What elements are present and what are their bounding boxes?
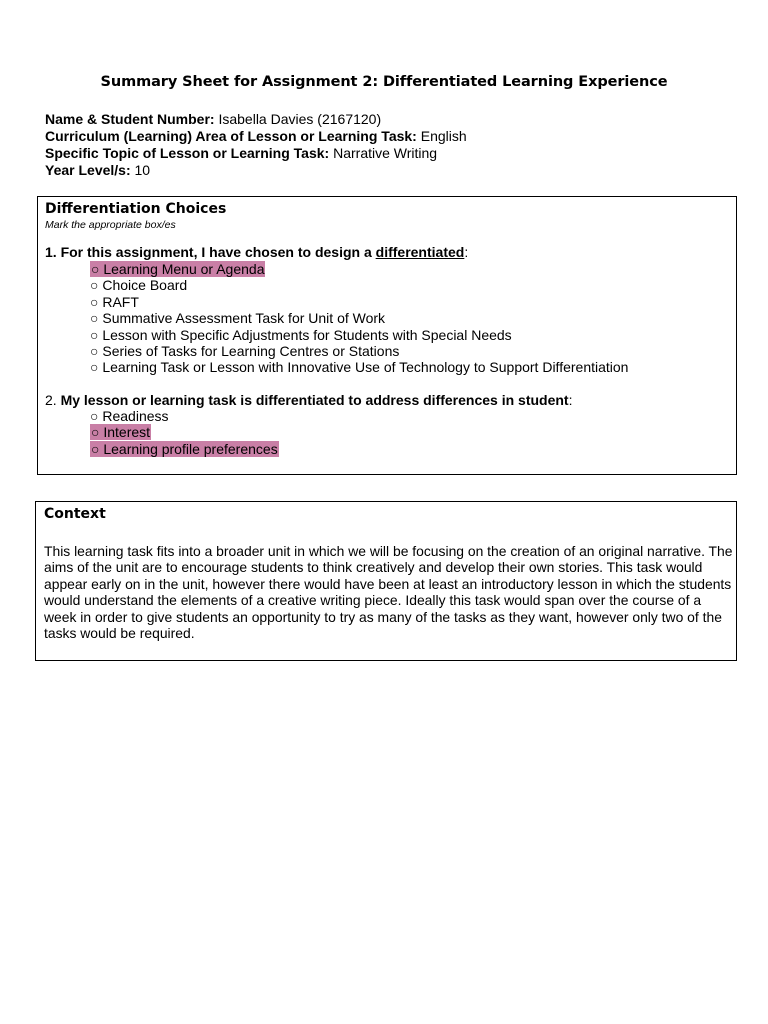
option-label [90,294,139,310]
design-type-option[interactable] [90,310,628,326]
context-line: week in order to give students an opportunity to try as many of the tasks as they want, however only two of the [44,608,722,625]
radio-circle-icon: ○ [91,424,104,441]
option-label [90,343,399,359]
option-text: Learning Task or Lesson with Innovative Use of Technology to Support Differentiation [102,359,629,376]
student-difference-option[interactable] [90,441,279,457]
student-details [45,111,467,179]
context-paragraph [44,543,734,641]
option-label [90,310,385,326]
q2-suffix: : [568,392,573,408]
q1-emphasis: differentiated [375,244,465,260]
radio-circle-icon: ○ [90,310,103,327]
year-label: Year Level/s: [45,162,131,178]
student-difference-option[interactable] [90,424,279,440]
question-2 [45,392,572,408]
radio-circle-icon: ○ [91,440,104,457]
option-text: Learning Menu or Agenda [103,261,265,277]
q2-number: 2. [45,392,61,408]
option-label [90,424,151,440]
context-line: This learning task fits into a broader unit in which we will be focusing on the creation of an original narrative. The [44,543,733,559]
option-label [90,261,265,277]
option-text: Series of Tasks for Learning Centres or Stations [102,343,400,360]
radio-circle-icon: ○ [90,277,103,294]
instruction-note: Mark the appropriate box/es [45,219,176,231]
radio-circle-icon: ○ [90,293,103,310]
design-type-option[interactable] [90,343,628,359]
topic-value: Narrative Writing [329,145,438,161]
differentiation-heading: Differentiation Choices [45,201,227,217]
context-line: tasks would be required. [44,625,195,642]
q2-text: My lesson or learning task is differentiated to address differences in student [60,392,569,408]
design-type-option[interactable] [90,261,628,277]
q1-suffix: : [464,244,469,260]
radio-circle-icon: ○ [90,359,103,376]
area-value: English [416,128,467,144]
option-text: Interest [103,424,151,441]
radio-circle-icon: ○ [90,408,103,424]
name-row [45,111,467,128]
name-value: Isabella Davies (2167120) [214,111,382,127]
option-text: Choice Board [102,277,188,294]
differentiation-choices-box [37,196,737,475]
design-type-option[interactable] [90,359,628,375]
option-text: RAFT [102,293,139,310]
option-label [90,359,628,375]
area-row [45,128,467,145]
q1-options [90,261,628,376]
topic-label: Specific Topic of Lesson or Learning Task: [45,145,330,161]
radio-circle-icon: ○ [90,343,103,360]
student-difference-option[interactable] [90,408,279,424]
question-1 [45,244,468,260]
radio-circle-icon: ○ [91,261,104,277]
context-box [35,501,737,661]
context-line: would understand the elements of a creative writing piece. Ideally this task would span over the course of a [44,592,702,609]
option-label [90,277,187,293]
context-line: appear early on in the unit, however there would have been at least an introductory lesson in which the students [44,575,732,592]
option-text: Summative Assessment Task for Unit of Work [102,310,386,327]
q1-prefix: 1. For this assignment, I have chosen to design a [45,244,376,260]
context-line: aims of the unit are to encourage students to think creatively and develop their own stories. This task would [44,559,703,576]
option-label [90,408,169,424]
topic-row [45,145,467,162]
design-type-option[interactable] [90,277,628,293]
option-text: Readiness [102,408,169,424]
radio-circle-icon: ○ [90,326,103,343]
area-label: Curriculum (Learning) Area of Lesson or Learning Task: [45,128,417,144]
option-label [90,327,512,343]
design-type-option[interactable] [90,327,628,343]
year-value: 10 [130,162,151,178]
name-label: Name & Student Number: [45,111,215,127]
option-text: Lesson with Specific Adjustments for Students with Special Needs [102,326,512,343]
context-heading: Context [44,506,106,522]
page-title: Summary Sheet for Assignment 2: Differentiated Learning Experience [100,74,668,90]
design-type-option[interactable] [90,294,628,310]
year-row [45,162,467,179]
option-label [90,441,279,457]
q2-options [90,408,279,457]
option-text: Learning profile preferences [103,440,278,457]
